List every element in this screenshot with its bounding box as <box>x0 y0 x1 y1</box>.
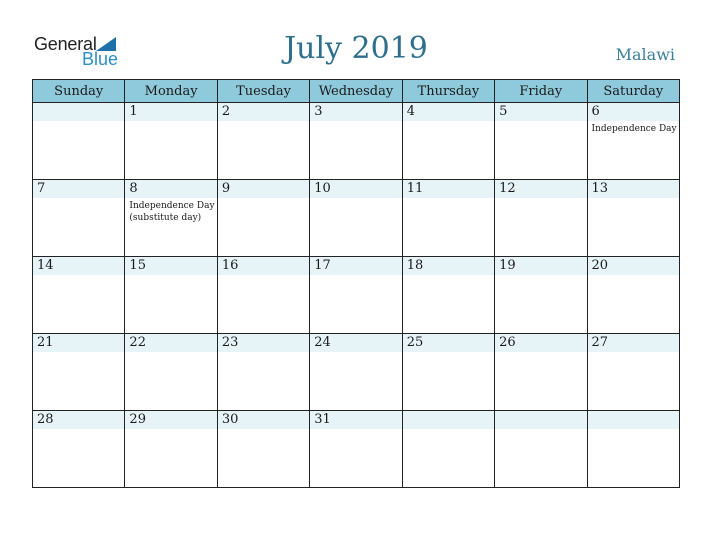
weekday-sunday: Sunday <box>33 80 125 103</box>
weekday-header-row <box>33 80 680 103</box>
day-number: 25 <box>406 335 424 350</box>
day-band <box>588 411 679 429</box>
day-cell <box>125 334 217 411</box>
holiday-label: Independence Day <box>591 124 677 134</box>
day-cell <box>495 257 587 334</box>
day-number: 22 <box>129 335 146 350</box>
weekday-tuesday: Tuesday <box>217 80 309 103</box>
holiday-label: Independence Day (substitute day) <box>129 201 215 223</box>
day-number: 18 <box>406 258 424 273</box>
day-cell <box>125 411 217 488</box>
day-cell <box>587 257 679 334</box>
day-band <box>403 411 494 429</box>
day-cell <box>402 180 494 257</box>
day-number: 5 <box>499 104 508 119</box>
day-number: 13 <box>591 181 609 196</box>
day-cell <box>587 103 679 180</box>
weekday-friday: Friday <box>495 80 587 103</box>
day-cell <box>310 411 402 488</box>
logo-blue-text: Blue <box>82 49 119 69</box>
day-number: 15 <box>129 258 146 273</box>
day-number: 11 <box>406 181 424 196</box>
day-cell <box>310 334 402 411</box>
calendar-body <box>33 103 680 488</box>
day-cell <box>125 180 217 257</box>
day-number: 16 <box>221 258 239 273</box>
day-number: 8 <box>129 181 138 196</box>
day-cell <box>587 334 679 411</box>
calendar-grid <box>32 79 680 488</box>
day-number: 30 <box>221 412 239 427</box>
day-number: 1 <box>129 104 138 119</box>
day-band <box>588 103 679 121</box>
day-band <box>125 180 216 198</box>
day-number: 4 <box>406 104 415 119</box>
day-band <box>403 103 494 121</box>
day-cell <box>495 103 587 180</box>
day-cell <box>495 334 587 411</box>
day-number: 6 <box>591 104 600 119</box>
day-cell <box>310 180 402 257</box>
week-row <box>33 257 680 334</box>
day-cell <box>33 257 125 334</box>
day-cell <box>217 257 309 334</box>
weekday-wednesday: Wednesday <box>310 80 402 103</box>
page-title: July 2019 <box>284 31 428 66</box>
week-row <box>33 180 680 257</box>
day-cell <box>33 334 125 411</box>
day-number: 26 <box>499 335 516 350</box>
day-number: 7 <box>37 181 46 196</box>
week-row <box>33 334 680 411</box>
day-number: 10 <box>314 181 331 196</box>
day-cell <box>33 103 125 180</box>
day-number: 3 <box>314 104 323 119</box>
day-number: 17 <box>314 258 331 273</box>
day-number: 29 <box>129 412 146 427</box>
day-cell <box>587 180 679 257</box>
day-cell <box>217 334 309 411</box>
weekday-saturday: Saturday <box>587 80 679 103</box>
day-number: 31 <box>314 412 331 427</box>
day-band <box>33 180 124 198</box>
day-number: 14 <box>37 258 54 273</box>
day-number: 2 <box>221 104 231 119</box>
day-cell <box>495 411 587 488</box>
day-number: 28 <box>37 412 54 427</box>
day-number: 23 <box>221 335 239 350</box>
day-cell <box>310 103 402 180</box>
day-number: 19 <box>499 258 516 273</box>
day-number: 9 <box>221 181 231 196</box>
day-cell <box>310 257 402 334</box>
weekday-thursday: Thursday <box>402 80 494 103</box>
day-cell <box>217 411 309 488</box>
day-cell <box>217 103 309 180</box>
calendar <box>32 79 680 486</box>
day-band <box>310 103 401 121</box>
logo-general-text: General <box>34 34 97 54</box>
day-cell <box>33 411 125 488</box>
day-band <box>495 411 586 429</box>
day-cell <box>125 103 217 180</box>
day-number: 21 <box>37 335 54 350</box>
day-cell <box>402 103 494 180</box>
day-band <box>125 103 216 121</box>
weekday-monday: Monday <box>125 80 217 103</box>
week-row <box>33 411 680 488</box>
day-band <box>218 180 309 198</box>
day-cell <box>402 334 494 411</box>
day-cell <box>125 257 217 334</box>
day-cell <box>217 180 309 257</box>
day-number: 24 <box>314 335 331 350</box>
day-number: 27 <box>591 335 609 350</box>
day-band <box>33 103 124 121</box>
day-cell <box>495 180 587 257</box>
day-band <box>495 103 586 121</box>
day-band <box>218 103 309 121</box>
country-label: Malawi <box>615 45 675 64</box>
day-number: 20 <box>591 258 609 273</box>
day-cell <box>587 411 679 488</box>
day-cell <box>402 411 494 488</box>
week-row <box>33 103 680 180</box>
day-cell <box>33 180 125 257</box>
day-cell <box>402 257 494 334</box>
day-number: 12 <box>499 181 516 196</box>
